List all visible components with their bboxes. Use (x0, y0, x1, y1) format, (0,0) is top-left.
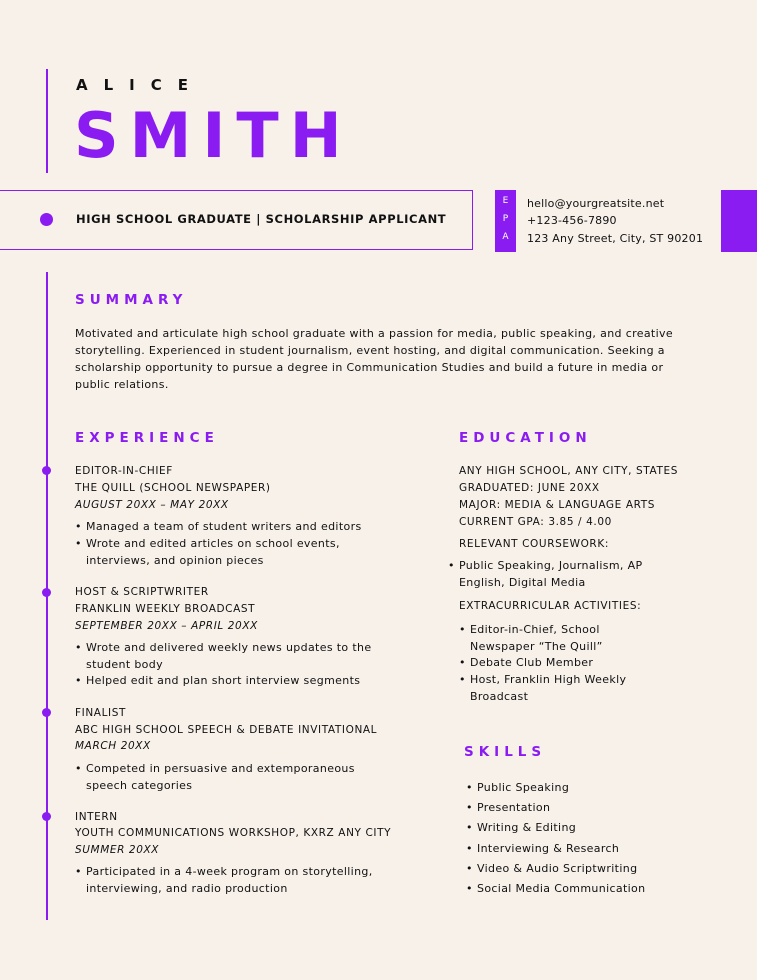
summary-heading: SUMMARY (75, 292, 188, 308)
activity-item: • Editor-in-Chief, School Newspaper “The Quill” (470, 621, 640, 655)
experience-org: YOUTH COMMUNICATIONS WORKSHOP, KXRZ ANY CITY (75, 827, 392, 839)
last-name: SMITH (74, 99, 353, 172)
activities-label: EXTRACURRICULAR ACTIVITIES: (459, 600, 642, 612)
header-accent-line (46, 69, 48, 173)
experience-bullet: • Competed in persuasive and extemporaneous speech categories (86, 760, 396, 794)
education-graduated: GRADUATED: JUNE 20XX (459, 482, 600, 494)
experience-org: FRANKLIN WEEKLY BROADCAST (75, 603, 256, 615)
skill-item: • Presentation (477, 799, 737, 816)
skills-heading: SKILLS (464, 744, 547, 760)
education-heading: EDUCATION (459, 430, 592, 446)
contact-address: 123 Any Street, City, ST 90201 (527, 232, 704, 245)
education-major: MAJOR: MEDIA & LANGUAGE ARTS (459, 499, 656, 511)
education-gpa: CURRENT GPA: 3.85 / 4.00 (459, 516, 612, 528)
first-name: ALICE (76, 76, 205, 94)
experience-dates: SEPTEMBER 20XX – APRIL 20XX (75, 620, 258, 632)
coursework-label: RELEVANT COURSEWORK: (459, 538, 609, 550)
experience-bullet: • Managed a team of student writers and editors (86, 518, 406, 535)
experience-dates: SUMMER 20XX (75, 844, 160, 856)
skill-item: • Interviewing & Research (477, 840, 737, 857)
experience-org: ABC HIGH SCHOOL SPEECH & DEBATE INVITATIONAL (75, 724, 378, 736)
coursework-text: • Public Speaking, Journalism, AP English, Digital Media (459, 557, 659, 591)
experience-bullet: • Helped edit and plan short interview segments (86, 672, 406, 689)
email-letter-icon: E (502, 196, 509, 206)
activity-item: • Debate Club Member (470, 654, 670, 671)
experience-dates: MARCH 20XX (75, 740, 151, 752)
timeline-dot-icon (42, 466, 51, 475)
timeline-dot-icon (42, 812, 51, 821)
experience-dates: AUGUST 20XX – MAY 20XX (75, 499, 229, 511)
title-dot-icon (40, 213, 53, 226)
activity-item: • Host, Franklin High Weekly Broadcast (470, 671, 650, 705)
headline-title: HIGH SCHOOL GRADUATE | SCHOLARSHIP APPLICANT (76, 212, 447, 226)
decorative-block (721, 190, 757, 252)
experience-bullet: • Wrote and delivered weekly news updates to the student body (86, 639, 406, 673)
contact-phone: +123-456-7890 (527, 214, 617, 227)
experience-org: THE QUILL (SCHOOL NEWSPAPER) (75, 482, 271, 494)
contact-tag (495, 190, 516, 252)
skill-item: • Social Media Communication (477, 880, 737, 897)
summary-text: Motivated and articulate high school graduate with a passion for media, public speaking, and creative storytelling. Experienced in student journalism, event hosting, and digital communication. Seeking a scholarship opportunity to pursue a degree in Communication Studies and build a future in media or public relations. (75, 327, 673, 391)
experience-role: FINALIST (75, 707, 126, 719)
skill-item: • Public Speaking (477, 779, 737, 796)
experience-bullet: • Wrote and edited articles on school events, interviews, and opinion pieces (86, 535, 386, 569)
skill-item: • Writing & Editing (477, 819, 737, 836)
education-school: ANY HIGH SCHOOL, ANY CITY, STATES (459, 465, 678, 477)
contact-email[interactable]: hello@yourgreatsite.net (527, 197, 665, 210)
timeline-dot-icon (42, 708, 51, 717)
experience-role: EDITOR-IN-CHIEF (75, 465, 173, 477)
experience-role: INTERN (75, 811, 118, 823)
skill-item: • Video & Audio Scriptwriting (477, 860, 737, 877)
address-letter-icon: A (502, 232, 509, 242)
experience-bullet: • Participated in a 4-week program on storytelling, interviewing, and radio production (86, 863, 416, 897)
experience-heading: EXPERIENCE (75, 430, 219, 446)
phone-letter-icon: P (502, 214, 509, 224)
timeline-dot-icon (42, 588, 51, 597)
experience-role: HOST & SCRIPTWRITER (75, 586, 209, 598)
